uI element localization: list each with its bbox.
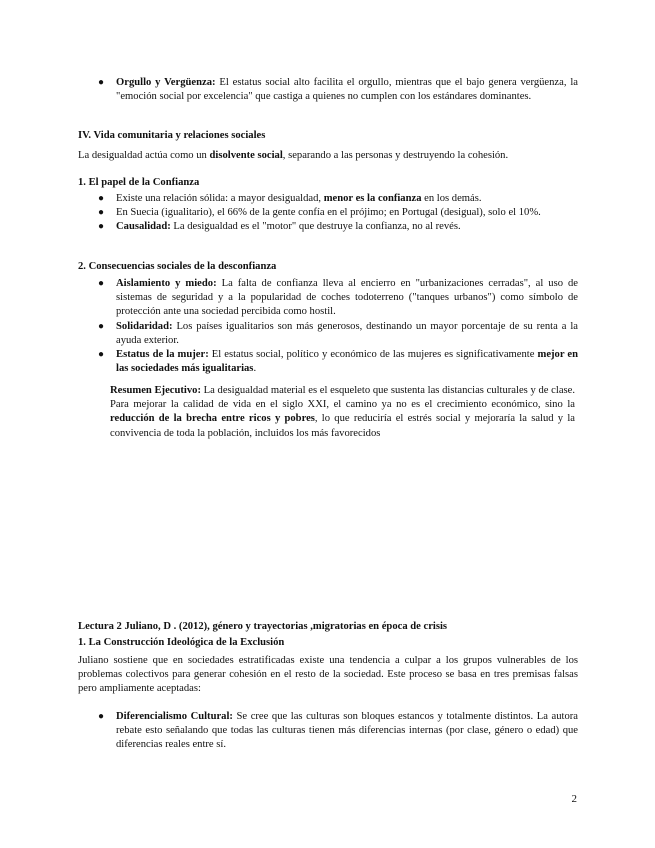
item-label: Estatus de la mujer: xyxy=(116,349,209,361)
summary-text: , lo que reduciría el estrés social y mejoraría la salud y la convivencia de toda la población, incluidos los más favorecidos xyxy=(110,413,575,439)
bullet-icon: ● xyxy=(98,193,105,204)
item-bold: menor es la confianza xyxy=(323,193,422,204)
list-item xyxy=(78,710,578,753)
bullet-icon: ● xyxy=(98,349,105,361)
summary-label: Resumen Ejecutivo: xyxy=(110,385,201,396)
item-text: En Suecia (igualitario), el 66% de la gente confía en el prójimo; en Portugal (desigual), solo el 10%. xyxy=(116,207,541,219)
list-item xyxy=(78,192,578,206)
bullet-label: Orgullo y Vergüenza: xyxy=(116,77,216,88)
lectura-2-subtitle: 1. La Construcción Ideológica de la Exclusión xyxy=(78,637,285,648)
subsection-2-title: 2. Consecuencias sociales de la desconfianza xyxy=(78,261,277,272)
item-text: Los países igualitarios son más generosos, destinando un mayor porcentaje de su renta a la ayuda exterior. xyxy=(116,320,578,346)
list-item xyxy=(78,206,578,220)
item-text: Se cree que las culturas son bloques estancos y totalmente distintos. La autora rebate esto señalando que todas las culturas tienen más diferencias internas (por clase, género o edad) que diferencias reales entre sí. xyxy=(116,711,578,751)
intro-text-bold: disolvente social xyxy=(209,150,283,161)
item-text: . xyxy=(253,363,257,375)
section-4-title: IV. Vida comunitaria y relaciones sociales xyxy=(78,130,266,141)
lectura-2-title: Lectura 2 Juliano, D . (2012), género y trayectorias ,migratorias en época de crisis xyxy=(78,621,448,632)
page-number: 2 xyxy=(571,793,577,805)
section-4-intro xyxy=(78,149,578,163)
list-item xyxy=(78,348,578,376)
bullet-icon: ● xyxy=(98,207,105,219)
list-item xyxy=(78,320,578,348)
intro-text-pre: La desigualdad actúa como un xyxy=(78,150,210,161)
item-label: Solidaridad: xyxy=(116,320,173,332)
item-bold: mejor en las sociedades más igualitarias xyxy=(116,349,579,375)
subsection-1-title: 1. El papel de la Confianza xyxy=(78,177,200,188)
bullet-icon: ● xyxy=(98,77,105,88)
intro-bullet-block xyxy=(78,76,578,104)
list-item xyxy=(78,220,578,234)
item-text: Existe una relación sólida: a mayor desigualdad, xyxy=(116,193,324,204)
bullet-icon: ● xyxy=(98,320,105,332)
subsection-2-list xyxy=(78,277,578,376)
executive-summary xyxy=(110,384,575,441)
intro-text-post: , separando a las personas y destruyendo la cohesión. xyxy=(282,150,509,161)
bullet-icon: ● xyxy=(98,711,105,722)
item-label: Diferencialismo Cultural: xyxy=(116,711,233,722)
item-label: Aislamiento y miedo: xyxy=(116,278,217,289)
subsection-1-list xyxy=(78,192,578,235)
item-text: en los demás. xyxy=(421,193,482,204)
bullet-text: El estatus social alto facilita el orgullo, mientras que el bajo genera vergüenza, la "emoción social por excelencia" que castiga a quienes no cumplen con los estándares dominantes. xyxy=(116,77,578,103)
item-bold: Causalidad: xyxy=(116,221,171,233)
summary-bold: reducción de la brecha entre ricos y pobres xyxy=(110,413,315,425)
list-item xyxy=(78,76,578,104)
list-item xyxy=(78,277,578,320)
bullet-icon: ● xyxy=(98,278,105,289)
lectura-2-list xyxy=(78,710,578,753)
item-text: La desigualdad es el "motor" que destruye la confianza, no al revés. xyxy=(170,221,461,233)
item-text: La falta de confianza lleva al encierro en "urbanizaciones cerradas", al uso de sistemas de seguridad y a la popularidad de coches todoterreno ("tanques urbanos") como símbolo de protección ante una sociedad percibida como hostil. xyxy=(116,278,578,318)
item-text: El estatus social, político y económico de las mujeres es significativamente xyxy=(208,349,538,361)
bullet-icon: ● xyxy=(98,221,105,233)
summary-text: La desigualdad material es el esqueleto que sustenta las distancias culturales y de clase. Para mejorar la calidad de vida en el siglo XXI, el camino ya no es el crecimiento económico, sino la xyxy=(110,385,575,411)
lectura-2-paragraph: Juliano sostiene que en sociedades estratificadas existe una tendencia a culpar a los grupos vulnerables de los problemas colectivos para generar cohesión en el resto de la sociedad. Este proceso se basa en tres premisas falsas pero ampliamente aceptadas: xyxy=(78,655,578,695)
